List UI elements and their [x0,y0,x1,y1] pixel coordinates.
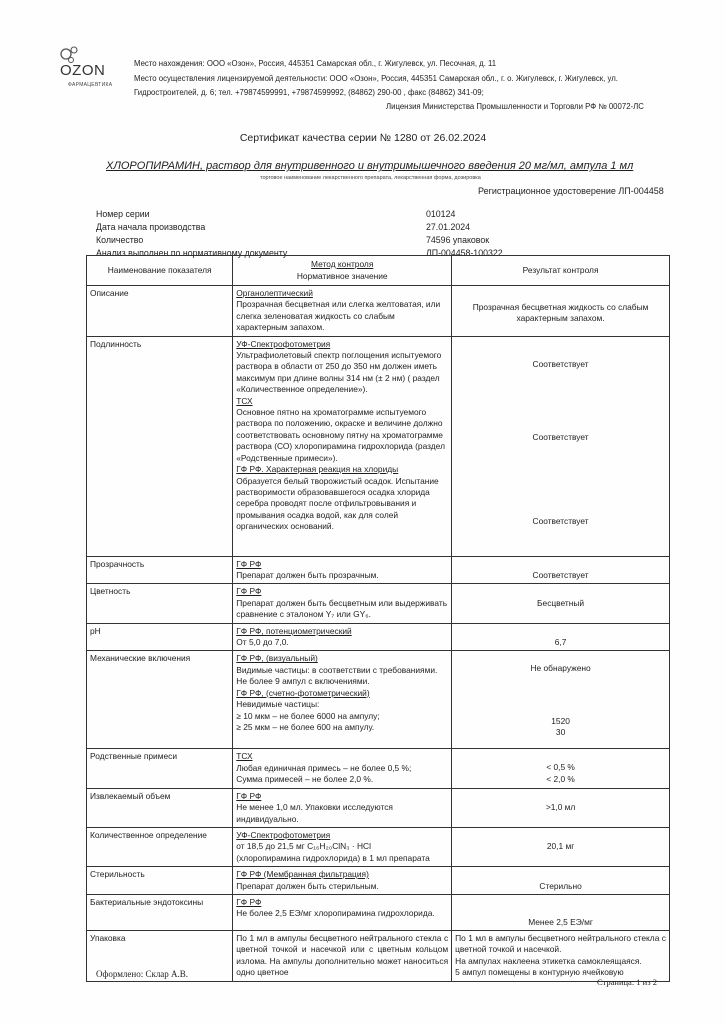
row-method [233,930,452,981]
row-method [233,623,452,651]
row-name: Подлинность [87,336,233,556]
method-text: По 1 мл в ампулы бесцветного нейтрального стекла с цветной точкой и насечкой или с цветным кольцом излома. На ампулы дополнительно может наноситься одно цветное [236,932,449,978]
row-method [233,827,452,866]
method-text: (хлоропирамина гидрохлорида) в 1 мл препарата [236,852,430,863]
method-text: Основное пятно на хроматограмме испытуемого раствора по положению, окраске и величине должно соответствовать основному пятну на хроматограмме раствора (СО) хлоропирамина гидрохлорида (раздел «Родственные примеси»). [236,407,445,463]
detail-label: Дата начала производства [96,222,206,232]
method-text: от 18,5 до 21,5 мг C₁₆H₂₀ClN₃ · HCl [236,841,371,852]
prepared-by: Оформлено: Склар А.В. [96,969,189,979]
method-text: Препарат должен быть бесцветным или выдерживать сравнение с эталоном Y₇ или GY₆. [236,597,448,620]
row-name: Стерильность [87,867,233,895]
table-row [87,894,670,930]
method-text: ≥ 10 мкм – не более 6000 на ампулу; [236,710,380,721]
row-name: Извлекаемый объем [87,788,233,827]
detail-value: 010124 [426,209,456,219]
row-result [452,788,670,827]
method-title: Органолептический [236,288,313,298]
result-text: 5 ампул помещены в контурную ячейковую [455,967,624,978]
license-place-line-1: Место осуществления лицензируемой деятельности: ООО «Озон», Россия, 445351 Самарская обл., г. о. Жигулевск, г. Жигулевск, ул. [134,74,618,83]
method-title: ГФ РФ [236,558,262,569]
header-result: Результат контроля [452,256,670,286]
row-result [452,894,670,930]
detail-label: Количество [96,235,144,245]
method-text: Не более 2,5 ЕЭ/мг хлоропирамина гидрохлорида. [236,908,435,919]
product-subtitle: торговое наименование лекарственного препарата, лекарственная форма, дозировка [260,175,481,181]
row-result [452,556,670,584]
row-method [233,584,452,623]
method-text: От 5,0 до 7,0. [236,637,289,648]
row-result [452,930,670,981]
result-text: Соответствует [532,516,589,527]
result-text: На ампулах наклеена этикетка самоклеящаяся. [455,955,642,966]
table-row [87,286,670,337]
result-text: 30 [555,727,566,738]
method-title: ГФ РФ, (счетно-фотометрический) [236,687,370,698]
result-text: Прозрачная бесцветная жидкость со слабым характерным запахом. [472,302,649,324]
method-text: Ультрафиолетовый спектр поглощения испытуемого раствора в области от 250 до 350 нм должен иметь максимум при длине волны 314 нм (± 2 нм) ( раздел «Количественное определение»). [236,350,442,395]
result-text: По 1 мл в ампулы бесцветного нейтрального стекла с цветной точкой и насечкой. [455,932,666,955]
table-row [87,556,670,584]
row-result [452,749,670,788]
license-number: Лицензия Министерства Промышленности и Торговли РФ № 00072-ЛС [386,102,644,111]
row-name: Цветность [87,584,233,623]
method-text: Любая единичная примесь – не более 0,5 %; [236,762,412,773]
method-text: Видимые частицы: в соответствии с требованиями. [236,664,438,675]
license-place-line-2: Гидростроителей, д. 6; тел. +79874599991, +79874599992, (84862) 290-00 , факс (84862) 341-09; [134,88,484,97]
table-row [87,651,670,749]
method-title: ГФ РФ. Характерная реакция на хлориды [236,464,399,475]
method-title: ГФ РФ, потенциометрический [236,625,352,636]
result-text: < 0,5 % [546,762,575,773]
method-text: ≥ 25 мкм – не более 600 на ампулу. [236,721,375,732]
method-title: ГФ РФ [236,896,262,907]
row-name: Прозрачность [87,556,233,584]
row-method [233,788,452,827]
table-row [87,584,670,623]
row-method [233,894,452,930]
method-text: Невидимые частицы: [236,699,320,710]
method-text: Препарат должен быть стерильным. [236,880,379,891]
row-result [452,286,670,337]
result-text: 20,1 мг [546,840,575,851]
registration-certificate: Регистрационное удостоверение ЛП-004458 [478,186,664,196]
detail-value: ЛП-004458-100322 [426,248,503,258]
method-text: Образуется белый творожистый осадок. Испытание растворимости образовавшегося осадка хлорида серебра проводят после отфильтровывания и промывания осадка водой, как для солей органических оснований. [236,475,439,532]
row-method [233,556,452,584]
page-number: Страница: 1 из 2 [597,977,657,987]
company-logo [52,40,124,96]
method-text: Препарат должен быть прозрачным. [236,570,379,581]
logo-subtitle: ФАРМАЦЕВТИКА [68,82,113,88]
header-method-line2: Нормативное значение [296,270,388,281]
table-row [87,623,670,651]
method-text: Не менее 1,0 мл. Упаковки исследуются индивидуально. [236,802,393,824]
result-text: Бесцветный [537,598,585,609]
row-result [452,623,670,651]
table-row [87,788,670,827]
method-title: ГФ РФ [236,586,262,597]
method-text: Сумма примесей – не более 2,0 %. [236,774,374,785]
row-method [233,749,452,788]
detail-label: Анализ выполнен по нормативному документу [96,248,288,258]
result-text: >1,0 мл [545,801,576,812]
method-title: ТСХ [236,751,253,762]
table-row [87,749,670,788]
logo-text: OZON [60,62,106,79]
row-name: Родственные примеси [87,749,233,788]
row-name: Описание [87,286,233,337]
method-title: УФ-Спектрофотометрия [236,338,331,349]
detail-label: Номер серии [96,209,150,219]
result-text: 6,7 [554,637,567,648]
detail-value: 74596 упаковок [426,235,490,245]
row-method [233,867,452,895]
method-title: УФ-Спектрофотометрия [236,829,331,840]
method-text: Не более 9 ампул с включениями. [236,676,370,687]
result-text: Соответствует [532,570,589,581]
table-header-row [87,256,670,286]
result-text: Менее 2,5 ЕЭ/мг [528,916,593,927]
row-method [233,286,452,337]
header-method-line1: Метод контроля [311,259,374,270]
result-text: Не обнаружено [530,663,591,674]
quality-control-table [86,255,670,982]
table-row [87,867,670,895]
table-row [87,336,670,556]
result-text: < 2,0 % [546,773,575,784]
row-name: Бактериальные эндотоксины [87,894,233,930]
row-result [452,651,670,749]
row-result [452,584,670,623]
row-name: Механические включения [87,651,233,749]
method-title: ГФ РФ (Мембранная фильтрация) [236,869,369,880]
table-row [87,827,670,866]
certificate-title: Сертификат качества серии № 1280 от 26.02.2024 [239,132,487,144]
row-result [452,336,670,556]
method-text: Прозрачная бесцветная или слегка желтоватая, или слегка зеленоватая жидкость со слабым характерным запахом. [236,299,441,333]
product-name: ХЛОРОПИРАМИН, раствор для внутривенного и внутримышечного введения 20 мг/мл, ампула 1 мл [106,160,634,172]
header-indicator: Наименование показателя [87,256,233,286]
row-name: Количественное определение [87,827,233,866]
row-method [233,651,452,749]
result-text: Соответствует [532,358,589,369]
header-method [233,256,452,286]
row-result [452,827,670,866]
method-title: ГФ РФ [236,790,262,801]
row-name: Упаковка [87,930,233,981]
company-address: Место нахождения: ООО «Озон», Россия, 445351 Самарская обл., г. Жигулевск, ул. Песочная, д. 11 [134,59,497,68]
row-method [233,336,452,556]
result-text: Соответствует [532,432,589,443]
method-title: ТСХ [236,395,253,406]
row-name: pH [87,623,233,651]
result-text: 1520 [551,715,570,726]
method-title: ГФ РФ, (визуальный) [236,653,318,664]
result-text: Стерильно [539,880,582,891]
detail-value: 27.01.2024 [426,222,471,232]
row-result [452,867,670,895]
